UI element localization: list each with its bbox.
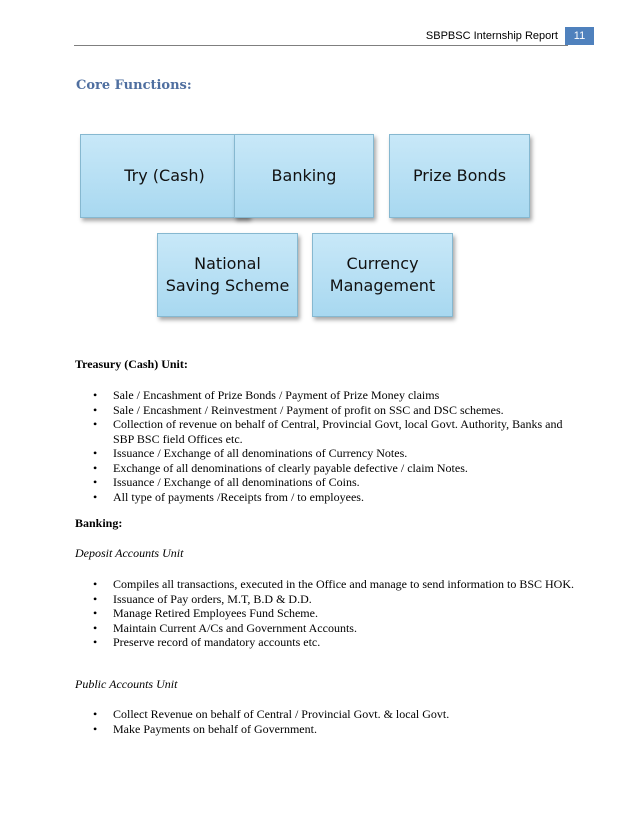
- function-box-prize-bonds: [389, 134, 530, 218]
- public-list: [75, 707, 575, 736]
- box-label: Prize Bonds: [412, 166, 507, 185]
- box-label: Try (Cash): [124, 166, 205, 185]
- list-item: • Sale / Encashment / Reinvestment / Payment of profit on SSC and DSC schemes.: [75, 403, 575, 418]
- list-item: • Exchange of all denominations of clearly payable defective / claim Notes.: [75, 461, 575, 476]
- deposit-accounts-subheading: Deposit Accounts Unit: [75, 546, 184, 560]
- function-box-banking: [234, 134, 374, 218]
- list-item: • Make Payments on behalf of Government.: [75, 722, 575, 737]
- box-label-line2: Management: [329, 276, 436, 295]
- list-item: • Issuance of Pay orders, M.T, B.D & D.D.: [75, 592, 575, 607]
- treasury-heading: Treasury (Cash) Unit:: [75, 357, 188, 371]
- header-divider: [74, 45, 568, 46]
- box-label-line1: Currency: [346, 254, 419, 273]
- list-item: • Collect Revenue on behalf of Central / Provincial Govt. & local Govt.: [75, 707, 575, 722]
- list-item: • Manage Retired Employees Fund Scheme.: [75, 606, 575, 621]
- function-box-currency-management: [312, 233, 453, 317]
- section-heading: Core Functions:: [76, 78, 192, 93]
- public-accounts-subheading: Public Accounts Unit: [75, 677, 178, 691]
- list-item: • Sale / Encashment of Prize Bonds / Payment of Prize Money claims: [75, 388, 575, 403]
- box-label: Banking: [271, 166, 337, 185]
- report-title: SBPBSC Internship Report: [425, 30, 558, 42]
- list-item: • Maintain Current A/Cs and Government Accounts.: [75, 621, 575, 636]
- function-box-national-saving: [157, 233, 298, 317]
- treasury-list: [75, 388, 575, 504]
- box-label-line1: National: [194, 254, 261, 273]
- list-item: • Issuance / Exchange of all denominations of Currency Notes.: [75, 446, 575, 461]
- list-item: • All type of payments /Receipts from / to employees.: [75, 490, 575, 505]
- page-number: 11: [565, 27, 594, 45]
- deposit-list: [75, 577, 575, 650]
- function-box-cash: [80, 134, 249, 218]
- banking-heading: Banking:: [75, 516, 123, 530]
- list-item: • Collection of revenue on behalf of Central, Provincial Govt, local Govt. Authority, Banks and SBP BSC field Offices etc.: [75, 417, 575, 446]
- list-item: • Issuance / Exchange of all denominations of Coins.: [75, 475, 575, 490]
- box-label-line2: Saving Scheme: [165, 276, 290, 295]
- list-item: • Preserve record of mandatory accounts etc.: [75, 635, 575, 650]
- list-item: • Compiles all transactions, executed in the Office and manage to send information to BSC HOK.: [75, 577, 575, 592]
